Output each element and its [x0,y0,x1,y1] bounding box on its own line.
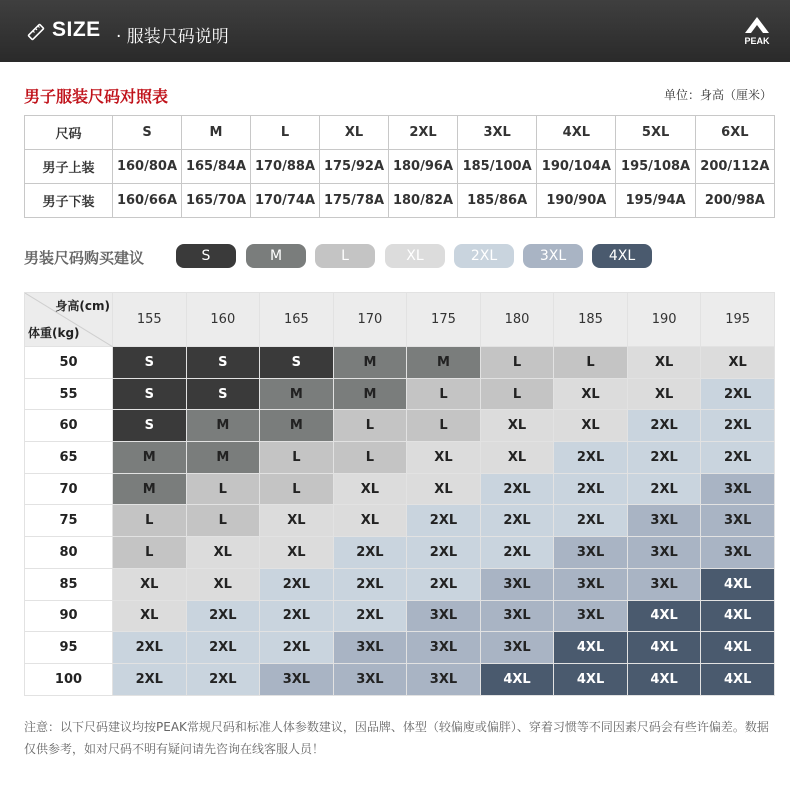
size-cell: 3XL [627,537,701,569]
table-cell: 170/88A [251,150,320,184]
table-cell: 170/74A [251,184,320,218]
size-cell: 3XL [627,505,701,537]
size-cell: L [407,410,481,442]
grid-row [25,663,775,695]
size-cell: XL [260,537,334,569]
size-chart-table [24,115,775,218]
size-cell: 2XL [480,473,554,505]
table-cell: 185/100A [458,150,537,184]
table-cell: 200/112A [695,150,774,184]
size-cell: XL [333,473,407,505]
table-header-cell: 2XL [389,116,458,150]
table-header-cell: 4XL [537,116,616,150]
weight-cell: 80 [25,537,113,569]
grid-row [25,537,775,569]
size-cell: M [113,442,187,474]
size-cell: XL [186,537,260,569]
size-cell: XL [260,505,334,537]
size-cell: 3XL [554,600,628,632]
size-cell: M [260,410,334,442]
size-cell: 2XL [186,632,260,664]
size-cell: XL [113,568,187,600]
size-cell: 3XL [407,600,481,632]
table-header-cell: S [113,116,182,150]
size-cell: 2XL [480,505,554,537]
size-cell: 2XL [701,442,775,474]
advice-title: 男装尺码购买建议 [24,249,145,267]
height-header-cell: 175 [407,293,481,347]
table-header-cell: L [251,116,320,150]
ruler-icon [26,22,46,42]
size-advice-grid [24,292,775,696]
size-cell: S [113,347,187,379]
height-header-cell: 195 [701,293,775,347]
table-header-cell: XL [320,116,389,150]
size-cell: XL [186,568,260,600]
table-header-cell: 尺码 [25,116,113,150]
header-subtitle: · 服装尺码说明 [116,27,229,47]
height-header-cell: 165 [260,293,334,347]
size-cell: XL [627,347,701,379]
size-cell: 2XL [627,410,701,442]
size-cell: XL [333,505,407,537]
size-cell: 2XL [260,632,334,664]
grid-corner-cell [25,293,113,347]
height-header-cell: 160 [186,293,260,347]
size-cell: 2XL [333,568,407,600]
weight-cell: 55 [25,378,113,410]
height-header-cell: 185 [554,293,628,347]
weight-cell: 75 [25,505,113,537]
weight-cell: 95 [25,632,113,664]
size-cell: XL [627,378,701,410]
table-row [25,150,775,184]
grid-row [25,473,775,505]
size-cell: 3XL [333,663,407,695]
size-cell: 3XL [407,632,481,664]
size-cell: 4XL [627,632,701,664]
size-cell: L [186,505,260,537]
table-header-cell: 5XL [616,116,695,150]
size-cell: S [186,378,260,410]
weight-cell: 100 [25,663,113,695]
size-cell: L [480,378,554,410]
size-cell: 2XL [186,663,260,695]
size-cell: 4XL [480,663,554,695]
weight-cell: 65 [25,442,113,474]
grid-header-row [25,293,775,347]
size-cell: 2XL [260,600,334,632]
weight-cell: 70 [25,473,113,505]
table-cell: 180/82A [389,184,458,218]
size-cell: 4XL [554,632,628,664]
size-cell: L [113,537,187,569]
size-cell: 4XL [554,663,628,695]
size-cell: L [113,505,187,537]
size-cell: L [554,347,628,379]
size-cell: 4XL [627,600,701,632]
size-cell: M [113,473,187,505]
table-cell: 175/78A [320,184,389,218]
size-cell: S [113,410,187,442]
size-cell: XL [554,378,628,410]
size-cell: 2XL [554,442,628,474]
size-cell: 3XL [333,632,407,664]
grid-row [25,378,775,410]
table-cell: 175/92A [320,150,389,184]
size-cell: 4XL [701,600,775,632]
table-cell: 165/70A [182,184,251,218]
size-cell: L [333,410,407,442]
table-cell: 165/84A [182,150,251,184]
table-header-cell: 6XL [695,116,774,150]
height-axis-label: 身高(cm) [55,299,110,313]
legend-chip-s: S [176,244,236,268]
grid-row [25,442,775,474]
table-cell: 190/90A [537,184,616,218]
height-header-cell: 155 [113,293,187,347]
size-cell: L [260,473,334,505]
height-header-cell: 190 [627,293,701,347]
disclaimer-note: 注意：以下尺码建议均按PEAK常规尺码和标准人体参数建议，因品牌、体型（较偏廋或偏胖）、穿着习惯等不同因素尺码会有些许偏差。数据仅供参考，如对尺码不明有疑问请先咨询在线客服人员！ [24,720,769,756]
size-cell: 3XL [627,568,701,600]
legend-chip-4xl: 4XL [592,244,652,268]
size-cell: L [480,347,554,379]
size-cell: M [186,442,260,474]
legend-chip-xl: XL [385,244,445,268]
size-cell: 2XL [260,568,334,600]
size-cell: 3XL [701,505,775,537]
size-cell: 3XL [554,537,628,569]
table-row [25,184,775,218]
unit-label: 单位：身高（厘米） [663,88,772,102]
size-cell: 3XL [260,663,334,695]
size-cell: 2XL [701,410,775,442]
size-cell: 4XL [627,663,701,695]
table-cell: 200/98A [695,184,774,218]
table-cell: 180/96A [389,150,458,184]
table-cell: 160/66A [113,184,182,218]
grid-row [25,505,775,537]
size-cell: 3XL [480,632,554,664]
weight-cell: 85 [25,568,113,600]
grid-row [25,410,775,442]
size-cell: 2XL [627,473,701,505]
size-cell: XL [407,442,481,474]
table-header-row [25,116,775,150]
table-cell: 195/108A [616,150,695,184]
table-cell: 男子上装 [25,150,113,184]
table-cell: 185/86A [458,184,537,218]
size-cell: 2XL [407,505,481,537]
size-cell: XL [407,473,481,505]
size-cell: XL [480,410,554,442]
height-header-cell: 180 [480,293,554,347]
size-cell: S [260,347,334,379]
size-cell: M [407,347,481,379]
size-cell: M [260,378,334,410]
size-cell: 2XL [113,632,187,664]
table-cell: 190/104A [537,150,616,184]
weight-cell: 90 [25,600,113,632]
legend-chip-3xl: 3XL [523,244,583,268]
peak-logo-icon [742,16,772,48]
size-cell: 2XL [627,442,701,474]
grid-row [25,347,775,379]
size-cell: L [260,442,334,474]
legend-chip-l: L [315,244,375,268]
size-cell: 3XL [701,473,775,505]
size-cell: 4XL [701,632,775,664]
size-cell: 2XL [480,537,554,569]
size-cell: 2XL [554,473,628,505]
table-cell: 男子下装 [25,184,113,218]
size-cell: XL [113,600,187,632]
size-cell: M [186,410,260,442]
table-cell: 195/94A [616,184,695,218]
size-cell: S [113,378,187,410]
size-cell: XL [554,410,628,442]
size-cell: 3XL [701,537,775,569]
page-header [0,0,790,62]
size-cell: 3XL [480,568,554,600]
height-header-cell: 170 [333,293,407,347]
size-cell: M [333,378,407,410]
size-cell: 3XL [554,568,628,600]
size-cell: 4XL [701,663,775,695]
legend-chip-2xl: 2XL [454,244,514,268]
size-cell: 3XL [480,600,554,632]
peak-logo-mark [744,16,770,34]
weight-cell: 50 [25,347,113,379]
size-cell: L [333,442,407,474]
size-cell: XL [701,347,775,379]
table-cell: 160/80A [113,150,182,184]
size-cell: 2XL [333,537,407,569]
size-cell: L [407,378,481,410]
legend-chip-m: M [246,244,306,268]
table-header-cell: M [182,116,251,150]
grid-row [25,568,775,600]
table-header-cell: 3XL [458,116,537,150]
brand-name: PEAK [744,36,770,46]
size-cell: L [186,473,260,505]
size-cell: 2XL [186,600,260,632]
size-cell: 2XL [701,378,775,410]
header-title: SIZE [52,18,101,41]
size-table-title: 男子服装尺码对照表 [24,87,169,106]
weight-axis-label: 体重(kg) [28,326,80,340]
weight-cell: 60 [25,410,113,442]
size-cell: 2XL [113,663,187,695]
grid-row [25,632,775,664]
size-cell: 4XL [701,568,775,600]
size-cell: 2XL [407,537,481,569]
size-cell: XL [480,442,554,474]
size-cell: S [186,347,260,379]
size-cell: M [333,347,407,379]
grid-row [25,600,775,632]
size-cell: 2XL [333,600,407,632]
size-cell: 2XL [407,568,481,600]
size-cell: 2XL [554,505,628,537]
size-cell: 3XL [407,663,481,695]
